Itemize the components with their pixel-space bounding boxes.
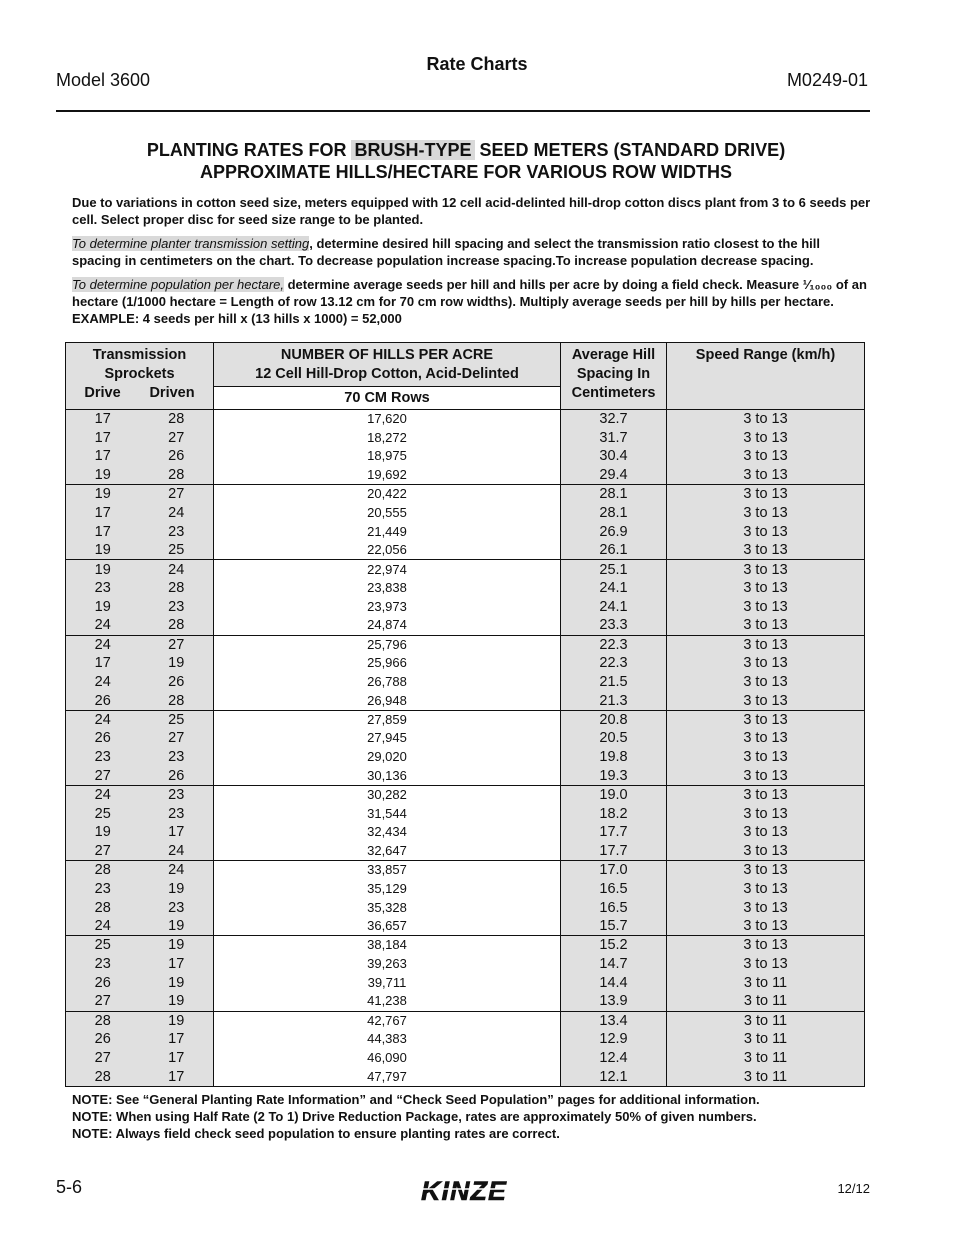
- driven-cell: 26: [140, 767, 214, 786]
- driven-cell: 26: [140, 447, 214, 466]
- avg-spacing-cell: 20.5: [561, 729, 667, 748]
- driven-cell: 19: [140, 973, 214, 992]
- avg-spacing-cell: 26.1: [561, 541, 667, 560]
- avg-spacing-cell: 17.7: [561, 823, 667, 842]
- drive-cell: 26: [66, 729, 140, 748]
- avg-spacing-cell: 31.7: [561, 428, 667, 447]
- hills-cell: 27,945: [214, 729, 561, 748]
- hills-header: [214, 343, 561, 387]
- table-row: [66, 428, 865, 447]
- hills-cell: 42,767: [214, 1011, 561, 1030]
- driven-cell: 17: [140, 1030, 214, 1049]
- speed-range-cell: 3 to 13: [667, 861, 865, 880]
- hills-cell: 26,788: [214, 673, 561, 692]
- avg-spacing-cell: 15.2: [561, 936, 667, 955]
- transmission-lead: To determine planter transmission setting: [72, 236, 310, 251]
- speed-range-cell: 3 to 11: [667, 1049, 865, 1068]
- speed-range-cell: 3 to 11: [667, 1030, 865, 1049]
- drive-cell: 23: [66, 748, 140, 767]
- table-row: [66, 1011, 865, 1030]
- hills-cell: 33,857: [214, 861, 561, 880]
- model-label: Model 3600: [56, 70, 151, 90]
- table-row: [66, 1067, 865, 1086]
- drive-cell: 26: [66, 1030, 140, 1049]
- avg-spacing-cell: 13.4: [561, 1011, 667, 1030]
- hills-cell: 30,136: [214, 767, 561, 786]
- speed-range-cell: 3 to 13: [667, 654, 865, 673]
- population-lead: To determine population per hectare,: [72, 277, 284, 292]
- driven-cell: 24: [140, 560, 214, 579]
- driven-cell: 25: [140, 541, 214, 560]
- driven-cell: 19: [140, 1011, 214, 1030]
- drive-cell: 19: [66, 466, 140, 485]
- driven-cell: 23: [140, 804, 214, 823]
- driven-cell: 23: [140, 597, 214, 616]
- avg-spacing-cell: 17.0: [561, 861, 667, 880]
- hills-cell: 46,090: [214, 1049, 561, 1068]
- table-row: [66, 691, 865, 710]
- speed-header: [667, 343, 865, 410]
- driven-header: Driven: [149, 385, 195, 401]
- title-line-2: APPROXIMATE HILLS/HECTARE FOR VARIOUS ROW WIDTHS: [200, 162, 732, 182]
- speed-range-cell: 3 to 11: [667, 1067, 865, 1086]
- drive-cell: 17: [66, 654, 140, 673]
- speed-range-cell: 3 to 13: [667, 729, 865, 748]
- table-row: [66, 917, 865, 936]
- table-row: [66, 898, 865, 917]
- hills-cell: 39,263: [214, 955, 561, 974]
- table-row: [66, 541, 865, 560]
- speed-range-cell: 3 to 13: [667, 785, 865, 804]
- avg-spacing-cell: 20.8: [561, 710, 667, 729]
- hills-cell: 22,056: [214, 541, 561, 560]
- speed-range-cell: 3 to 13: [667, 898, 865, 917]
- speed-range-cell: 3 to 13: [667, 522, 865, 541]
- avg-spacing-cell: 19.8: [561, 748, 667, 767]
- table-row: [66, 560, 865, 579]
- drive-cell: 27: [66, 992, 140, 1011]
- avg-spacing-cell: 25.1: [561, 560, 667, 579]
- drive-cell: 17: [66, 522, 140, 541]
- speed-header-text: Speed Range (km/h): [695, 347, 836, 363]
- driven-cell: 24: [140, 861, 214, 880]
- driven-cell: 23: [140, 748, 214, 767]
- drive-cell: 25: [66, 936, 140, 955]
- hills-cell: 25,966: [214, 654, 561, 673]
- table-row: [66, 936, 865, 955]
- hills-cell: 44,383: [214, 1030, 561, 1049]
- drive-cell: 23: [66, 955, 140, 974]
- drive-cell: 24: [66, 673, 140, 692]
- transmission-header-line1: Transmission: [92, 347, 187, 363]
- hills-cell: 21,449: [214, 522, 561, 541]
- hills-cell: 27,859: [214, 710, 561, 729]
- drive-cell: 19: [66, 560, 140, 579]
- avg-spacing-cell: 24.1: [561, 579, 667, 598]
- drive-cell: 17: [66, 447, 140, 466]
- hills-cell: 41,238: [214, 992, 561, 1011]
- hills-cell: 20,555: [214, 503, 561, 522]
- driven-cell: 28: [140, 691, 214, 710]
- table-row: [66, 635, 865, 654]
- speed-range-cell: 3 to 13: [667, 579, 865, 598]
- table-row: [66, 447, 865, 466]
- avg-spacing-cell: 22.3: [561, 635, 667, 654]
- speed-range-cell: 3 to 13: [667, 447, 865, 466]
- hills-cell: 32,647: [214, 842, 561, 861]
- driven-cell: 19: [140, 917, 214, 936]
- avg-spacing-cell: 12.1: [561, 1067, 667, 1086]
- avg-spacing-cell: 28.1: [561, 503, 667, 522]
- avg-spacing-cell: 12.4: [561, 1049, 667, 1068]
- drive-cell: 28: [66, 898, 140, 917]
- transmission-header: [66, 343, 214, 410]
- drive-cell: 19: [66, 541, 140, 560]
- speed-range-cell: 3 to 13: [667, 635, 865, 654]
- hills-cell: 32,434: [214, 823, 561, 842]
- speed-range-cell: 3 to 13: [667, 616, 865, 635]
- drive-cell: 28: [66, 1067, 140, 1086]
- speed-range-cell: 3 to 11: [667, 973, 865, 992]
- hills-cell: 29,020: [214, 748, 561, 767]
- hills-cell: 31,544: [214, 804, 561, 823]
- hills-cell: 23,973: [214, 597, 561, 616]
- drive-header: Drive: [84, 385, 121, 401]
- drive-cell: 23: [66, 879, 140, 898]
- row-width-subheader: 70 CM Rows: [214, 387, 561, 410]
- driven-cell: 17: [140, 955, 214, 974]
- avg-spacing-cell: 18.2: [561, 804, 667, 823]
- avg-spacing-cell: 14.7: [561, 955, 667, 974]
- driven-cell: 28: [140, 466, 214, 485]
- avg-spacing-cell: 16.5: [561, 879, 667, 898]
- driven-cell: 26: [140, 673, 214, 692]
- section-title: Rate Charts: [426, 54, 528, 74]
- population-paragraph: [72, 276, 872, 327]
- hills-cell: 20,422: [214, 485, 561, 504]
- document-number: M0249-01: [786, 70, 868, 90]
- driven-cell: 19: [140, 654, 214, 673]
- table-row: [66, 992, 865, 1011]
- avg-spacing-cell: 21.3: [561, 691, 667, 710]
- driven-cell: 19: [140, 879, 214, 898]
- driven-cell: 23: [140, 522, 214, 541]
- driven-cell: 27: [140, 428, 214, 447]
- table-row: [66, 861, 865, 880]
- avg-spacing-cell: 15.7: [561, 917, 667, 936]
- hills-cell: 47,797: [214, 1067, 561, 1086]
- hills-cell: 17,620: [214, 410, 561, 429]
- avg-spacing-cell: 24.1: [561, 597, 667, 616]
- speed-range-cell: 3 to 13: [667, 485, 865, 504]
- hills-cell: 23,838: [214, 579, 561, 598]
- table-row: [66, 616, 865, 635]
- avg-spacing-cell: 22.3: [561, 654, 667, 673]
- table-row: [66, 973, 865, 992]
- drive-cell: 17: [66, 503, 140, 522]
- driven-cell: 28: [140, 579, 214, 598]
- drive-cell: 17: [66, 410, 140, 429]
- drive-cell: 27: [66, 1049, 140, 1068]
- avg-spacing-cell: 14.4: [561, 973, 667, 992]
- driven-cell: 24: [140, 842, 214, 861]
- speed-range-cell: 3 to 13: [667, 560, 865, 579]
- table-row: [66, 785, 865, 804]
- speed-range-cell: 3 to 11: [667, 1011, 865, 1030]
- avg-spacing-cell: 28.1: [561, 485, 667, 504]
- avg-spacing-cell: 17.7: [561, 842, 667, 861]
- hills-cell: 39,711: [214, 973, 561, 992]
- hills-cell: 25,796: [214, 635, 561, 654]
- logo-text: KINZE: [421, 1176, 507, 1206]
- speed-range-cell: 3 to 13: [667, 673, 865, 692]
- table-row: [66, 748, 865, 767]
- table-row: [66, 1049, 865, 1068]
- driven-cell: 23: [140, 898, 214, 917]
- table-row: [66, 1030, 865, 1049]
- title-line-1: [0, 139, 932, 161]
- speed-range-cell: 3 to 13: [667, 748, 865, 767]
- driven-cell: 17: [140, 823, 214, 842]
- hills-cell: 36,657: [214, 917, 561, 936]
- page-title: [0, 139, 932, 183]
- page-number: 5-6: [56, 1177, 83, 1197]
- table-row: [66, 710, 865, 729]
- avg-spacing-cell: 26.9: [561, 522, 667, 541]
- driven-cell: 19: [140, 936, 214, 955]
- note-3: NOTE: Always field check seed population to ensure planting rates are correct.: [72, 1126, 560, 1141]
- drive-cell: 27: [66, 767, 140, 786]
- driven-cell: 19: [140, 992, 214, 1011]
- header-divider: [56, 110, 870, 112]
- revision-date: 12/12: [837, 1181, 870, 1196]
- hills-cell: 22,974: [214, 560, 561, 579]
- speed-range-cell: 3 to 13: [667, 804, 865, 823]
- drive-cell: 19: [66, 597, 140, 616]
- drive-cell: 24: [66, 917, 140, 936]
- hills-cell: 38,184: [214, 936, 561, 955]
- table-row: [66, 597, 865, 616]
- table-row: [66, 955, 865, 974]
- avg-spacing-cell: 32.7: [561, 410, 667, 429]
- avg-spacing-cell: 23.3: [561, 616, 667, 635]
- avg-spacing-header: [561, 343, 667, 410]
- drive-cell: 24: [66, 616, 140, 635]
- hills-cell: 18,975: [214, 447, 561, 466]
- avg-spacing-cell: 19.0: [561, 785, 667, 804]
- table-row: [66, 485, 865, 504]
- avg-header-line2: Spacing In: [576, 366, 651, 382]
- population-text-b: of an hectare (1/1000 hectare = Length of row 13.12 cm for 70 cm row widths). Multiply average seeds per hill by hills per hectare. EXAMPLE: 4 seeds per hill x (13 hills x 1000) = 52,000: [72, 277, 867, 326]
- driven-cell: 28: [140, 616, 214, 635]
- transmission-paragraph: [72, 235, 872, 269]
- population-text-a: determine average seeds per hill and hills per acre by doing a field check. Measure: [284, 277, 803, 292]
- notes-block: [72, 1091, 760, 1142]
- table-row: [66, 654, 865, 673]
- avg-spacing-cell: 16.5: [561, 898, 667, 917]
- rate-table-body: [66, 410, 865, 1087]
- speed-range-cell: 3 to 13: [667, 879, 865, 898]
- table-row: [66, 410, 865, 429]
- avg-spacing-cell: 13.9: [561, 992, 667, 1011]
- speed-range-cell: 3 to 13: [667, 541, 865, 560]
- note-1: NOTE: See “General Planting Rate Information” and “Check Seed Population” pages for additional information.: [72, 1092, 760, 1107]
- speed-range-cell: 3 to 13: [667, 410, 865, 429]
- speed-range-cell: 3 to 13: [667, 597, 865, 616]
- note-2: NOTE: When using Half Rate (2 To 1) Drive Reduction Package, rates are approximately 50% of given numbers.: [72, 1109, 757, 1124]
- avg-header-line3: Centimeters: [571, 385, 656, 401]
- speed-range-cell: 3 to 13: [667, 428, 865, 447]
- speed-range-cell: 3 to 13: [667, 710, 865, 729]
- drive-cell: 24: [66, 635, 140, 654]
- driven-cell: 28: [140, 410, 214, 429]
- speed-range-cell: 3 to 13: [667, 466, 865, 485]
- drive-cell: 28: [66, 861, 140, 880]
- avg-spacing-cell: 29.4: [561, 466, 667, 485]
- drive-cell: 24: [66, 710, 140, 729]
- hills-header-line2: 12 Cell Hill-Drop Cotton, Acid-Delinted: [255, 366, 519, 382]
- hills-cell: 19,692: [214, 466, 561, 485]
- avg-spacing-cell: 19.3: [561, 767, 667, 786]
- avg-spacing-cell: 21.5: [561, 673, 667, 692]
- table-row: [66, 804, 865, 823]
- driven-cell: 27: [140, 729, 214, 748]
- drive-cell: 24: [66, 785, 140, 804]
- table-row: [66, 879, 865, 898]
- table-row: [66, 823, 865, 842]
- speed-range-cell: 3 to 13: [667, 691, 865, 710]
- drive-cell: 26: [66, 691, 140, 710]
- hills-cell: 35,328: [214, 898, 561, 917]
- drive-cell: 19: [66, 823, 140, 842]
- hills-cell: 18,272: [214, 428, 561, 447]
- drive-cell: 19: [66, 485, 140, 504]
- transmission-text: , determine desired hill spacing and select the transmission ratio closest to the hill spacing in centimeters on the chart. To decrease population increase spacing.To increase population decrease spacing.: [72, 236, 820, 268]
- speed-range-cell: 3 to 13: [667, 823, 865, 842]
- table-row: [66, 767, 865, 786]
- avg-header-line1: Average Hill: [571, 347, 656, 363]
- transmission-header-line2: Sprockets: [104, 366, 175, 382]
- drive-cell: 23: [66, 579, 140, 598]
- driven-cell: 17: [140, 1049, 214, 1068]
- speed-range-cell: 3 to 13: [667, 503, 865, 522]
- driven-cell: 23: [140, 785, 214, 804]
- driven-cell: 24: [140, 503, 214, 522]
- avg-spacing-cell: 30.4: [561, 447, 667, 466]
- hills-cell: 35,129: [214, 879, 561, 898]
- table-row: [66, 842, 865, 861]
- table-row: [66, 673, 865, 692]
- drive-cell: 28: [66, 1011, 140, 1030]
- table-row: [66, 579, 865, 598]
- driven-cell: 27: [140, 635, 214, 654]
- speed-range-cell: 3 to 13: [667, 955, 865, 974]
- kinze-logo: [405, 1176, 523, 1206]
- table-row: [66, 466, 865, 485]
- speed-range-cell: 3 to 13: [667, 936, 865, 955]
- driven-cell: 17: [140, 1067, 214, 1086]
- speed-range-cell: 3 to 13: [667, 842, 865, 861]
- speed-range-cell: 3 to 11: [667, 992, 865, 1011]
- table-row: [66, 522, 865, 541]
- title-suffix: SEED METERS (STANDARD DRIVE): [474, 140, 786, 160]
- population-fraction: ¹⁄₁₀₀₀: [802, 277, 833, 292]
- drive-cell: 17: [66, 428, 140, 447]
- hills-cell: 30,282: [214, 785, 561, 804]
- hills-header-line1: NUMBER OF HILLS PER ACRE: [280, 347, 494, 363]
- speed-range-cell: 3 to 13: [667, 917, 865, 936]
- driven-cell: 25: [140, 710, 214, 729]
- intro-paragraph: Due to variations in cotton seed size, meters equipped with 12 cell acid-delinted hill-drop cotton discs plant from 3 to 6 seeds per cell. Select proper disc for seed size range to be planted.: [72, 195, 871, 227]
- drive-cell: 27: [66, 842, 140, 861]
- table-row: [66, 503, 865, 522]
- title-highlight: BRUSH-TYPE: [351, 140, 474, 160]
- drive-cell: 25: [66, 804, 140, 823]
- driven-cell: 27: [140, 485, 214, 504]
- table-row: [66, 729, 865, 748]
- planting-rate-table: [65, 342, 865, 1087]
- drive-cell: 26: [66, 973, 140, 992]
- title-prefix: PLANTING RATES FOR: [146, 140, 352, 160]
- hills-cell: 26,948: [214, 691, 561, 710]
- hills-cell: 24,874: [214, 616, 561, 635]
- avg-spacing-cell: 12.9: [561, 1030, 667, 1049]
- speed-range-cell: 3 to 13: [667, 767, 865, 786]
